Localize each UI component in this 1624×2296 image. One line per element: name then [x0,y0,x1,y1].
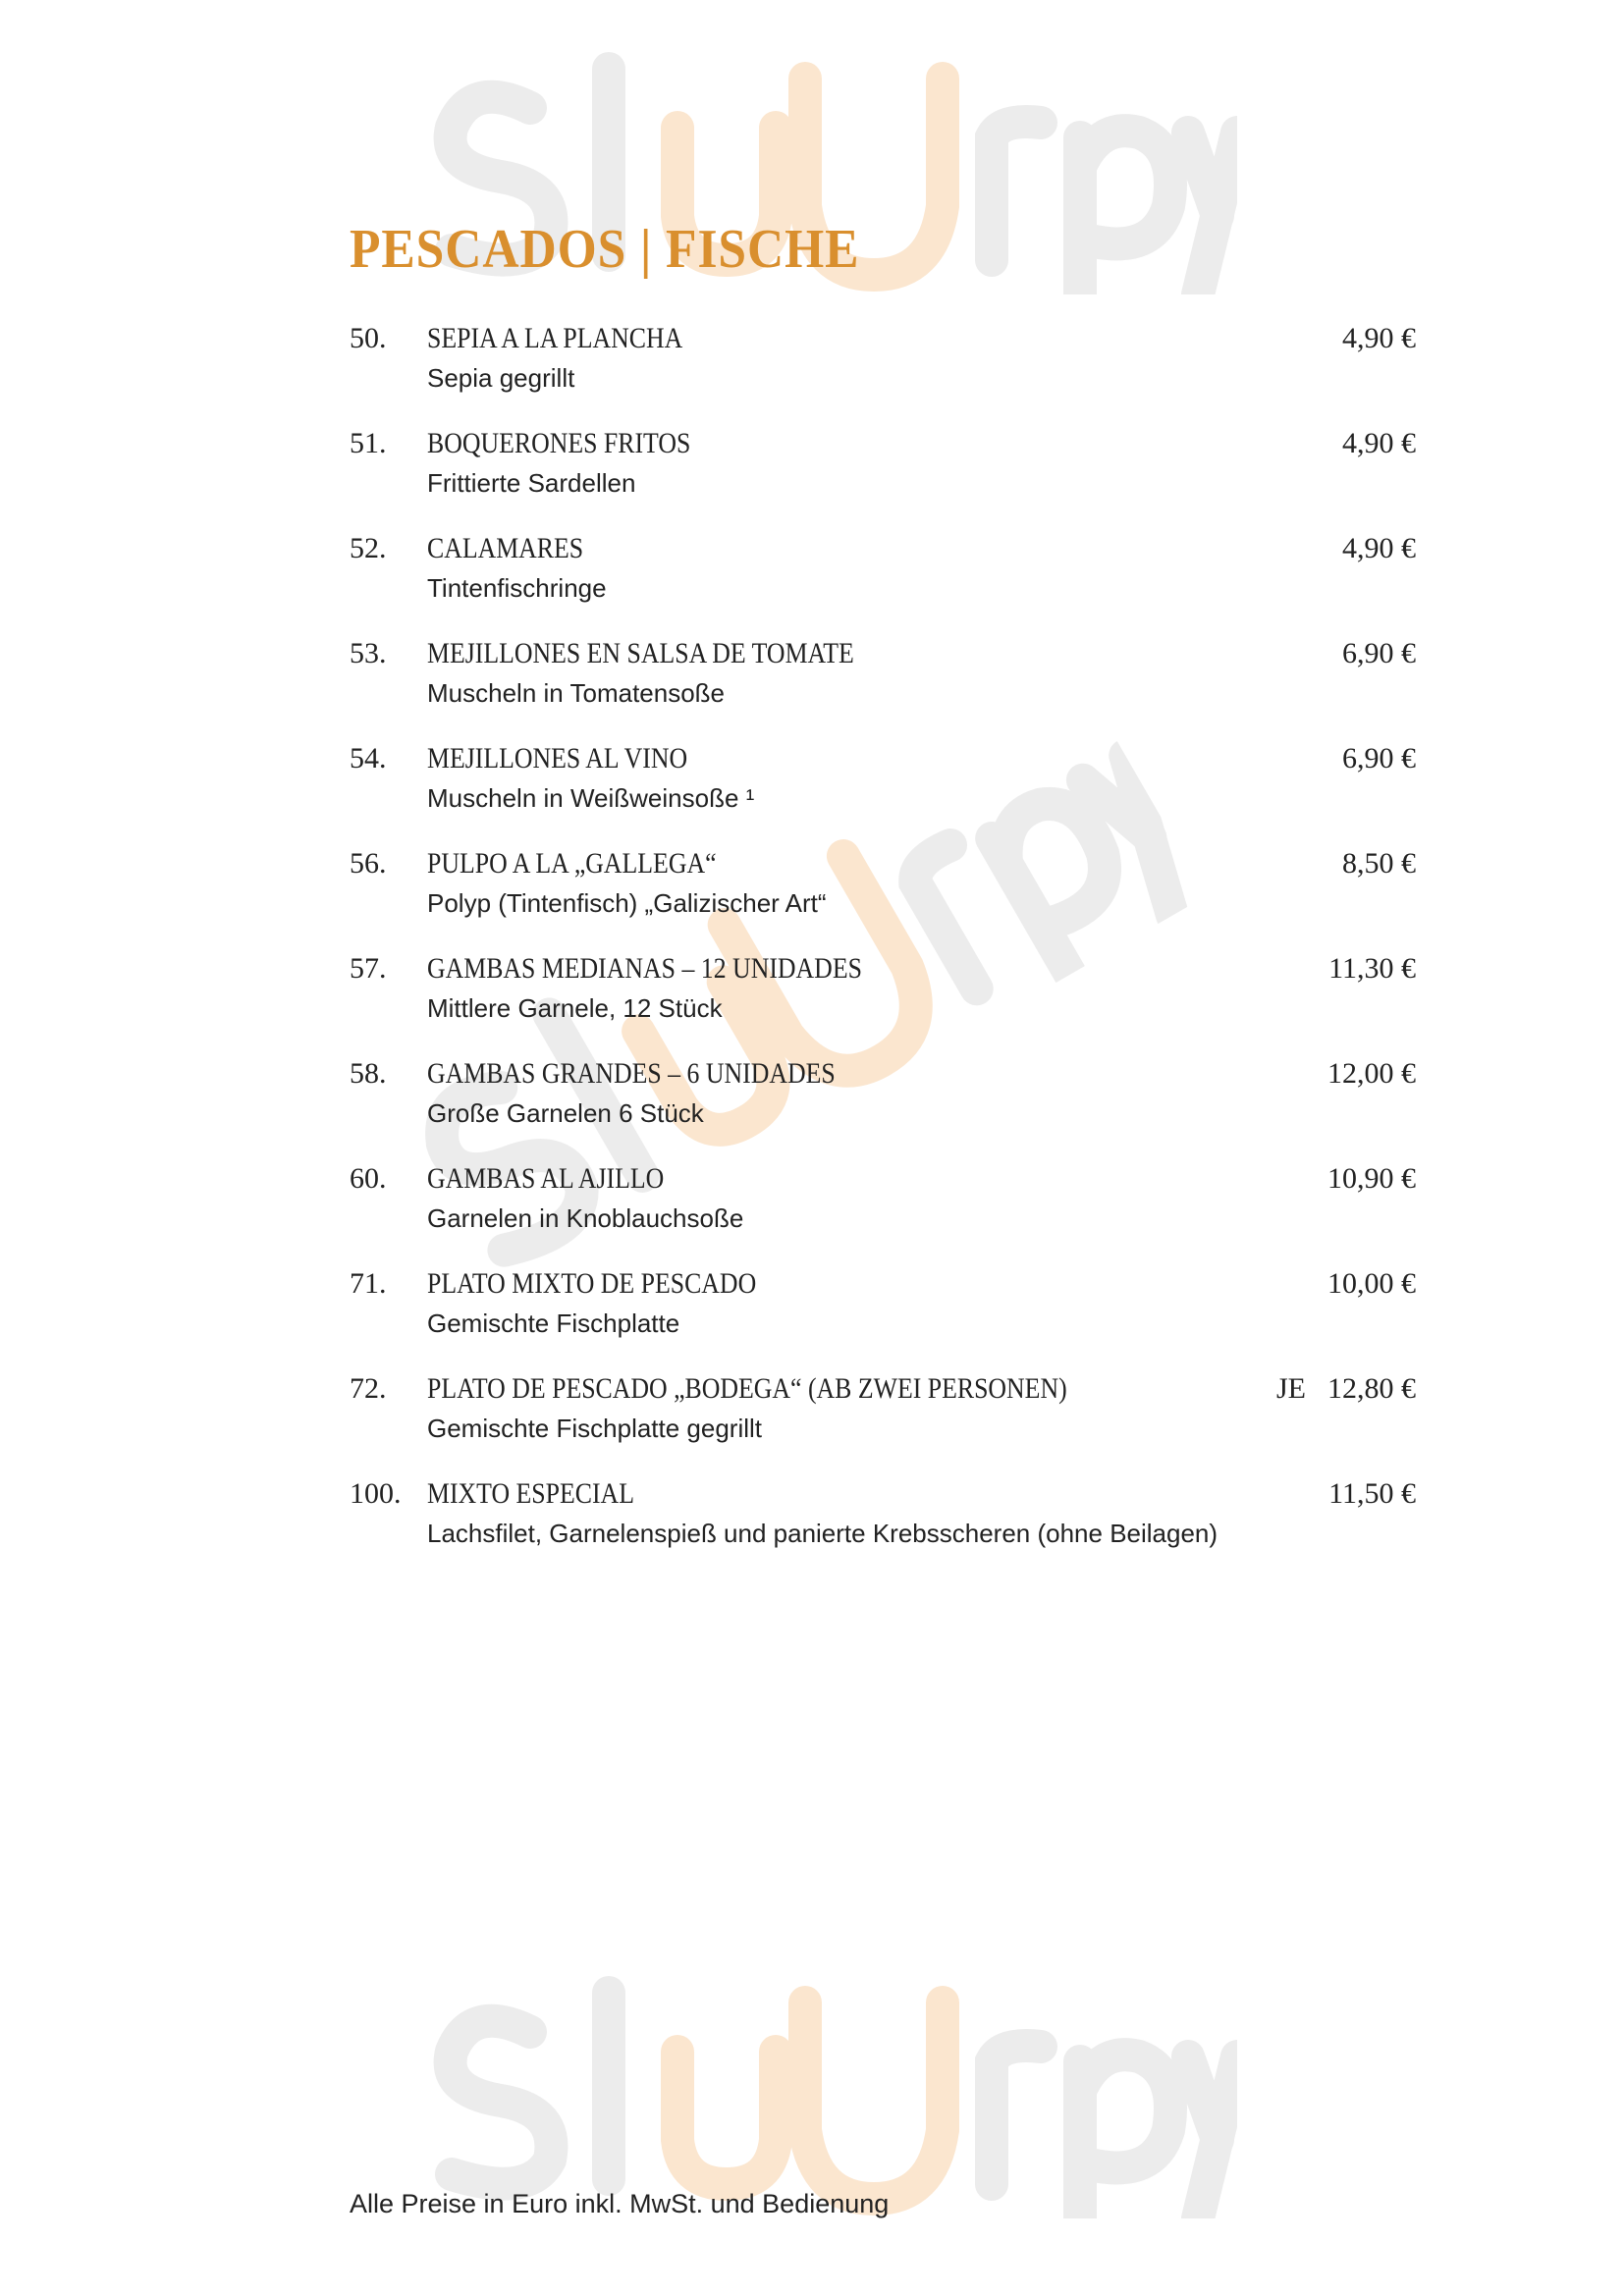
item-description: Gemischte Fischplatte gegrillt [427,1414,763,1443]
item-description: Mittlere Garnele, 12 Stück [427,993,723,1023]
item-description: Sepia gegrillt [427,363,575,393]
item-price: 10,00 € [1327,1267,1416,1300]
item-number: 53. [350,637,387,669]
item-name: MIXTO ESPECIAL [427,1477,634,1510]
menu-item [350,1477,1416,1582]
menu-item [350,1057,1416,1162]
menu-item [350,427,1416,532]
item-number: 60. [350,1162,387,1195]
item-name: GAMBAS GRANDES – 6 UNIDADES [427,1057,836,1090]
item-number: 57. [350,952,387,985]
menu-list [350,322,1416,1582]
item-description: Lachsfilet, Garnelenspieß und panierte Krebsscheren (ohne Beilagen) [427,1519,1218,1548]
menu-item [350,637,1416,742]
item-name: PLATO MIXTO DE PESCADO [427,1267,757,1300]
item-price: 4,90 € [1342,532,1416,564]
item-price: 4,90 € [1342,322,1416,354]
menu-item [350,532,1416,637]
item-description: Gemischte Fischplatte [427,1308,680,1338]
item-number: 72. [350,1372,387,1405]
item-description: Garnelen in Knoblauchsoße [427,1203,744,1233]
item-name: BOQUERONES FRITOS [427,427,691,459]
item-description: Muscheln in Tomatensoße [427,678,726,708]
page-title: PESCADOS | FISCHE [350,219,860,280]
menu-item [350,1372,1416,1477]
item-name: GAMBAS MEDIANAS – 12 UNIDADES [427,952,862,985]
item-number: 52. [350,532,387,564]
item-number: 54. [350,742,387,774]
item-price: 10,90 € [1327,1162,1416,1195]
price-prefix: JE [1276,1372,1306,1405]
item-price: 6,90 € [1342,742,1416,774]
watermark-logo [412,1963,1237,2218]
menu-item [350,322,1416,427]
item-name: PULPO A LA „GALLEGA“ [427,847,717,880]
item-price: 12,00 € [1327,1057,1416,1090]
item-number: 58. [350,1057,387,1090]
item-name: SEPIA A LA PLANCHA [427,322,683,354]
menu-item [350,742,1416,847]
item-price: 12,80 € [1327,1372,1416,1405]
item-description: Tintenfischringe [427,573,607,603]
item-price: 8,50 € [1342,847,1416,880]
item-number: 51. [350,427,387,459]
item-description: Große Garnelen 6 Stück [427,1098,704,1128]
item-price: 4,90 € [1342,427,1416,459]
item-price: 6,90 € [1342,637,1416,669]
item-name: CALAMARES [427,532,584,564]
item-number: 50. [350,322,387,354]
item-name: MEJILLONES EN SALSA DE TOMATE [427,637,854,669]
item-number: 56. [350,847,387,880]
item-number: 71. [350,1267,387,1300]
price-note: Alle Preise in Euro inkl. MwSt. und Bedienung [350,2189,890,2218]
item-price: 11,50 € [1328,1477,1416,1510]
item-description: Muscheln in Weißweinsoße ¹ [427,783,755,813]
menu-item [350,847,1416,952]
menu-item [350,952,1416,1057]
item-name: MEJILLONES AL VINO [427,742,688,774]
item-name: GAMBAS AL AJILLO [427,1162,665,1195]
item-description: Polyp (Tintenfisch) „Galizischer Art“ [427,888,827,918]
menu-item [350,1267,1416,1372]
menu-item [350,1162,1416,1267]
item-number: 100. [350,1477,402,1510]
item-name: PLATO DE PESCADO „BODEGA“ (AB ZWEI PERSONEN) [427,1372,1067,1405]
item-description: Frittierte Sardellen [427,468,636,498]
item-price: 11,30 € [1328,952,1416,985]
